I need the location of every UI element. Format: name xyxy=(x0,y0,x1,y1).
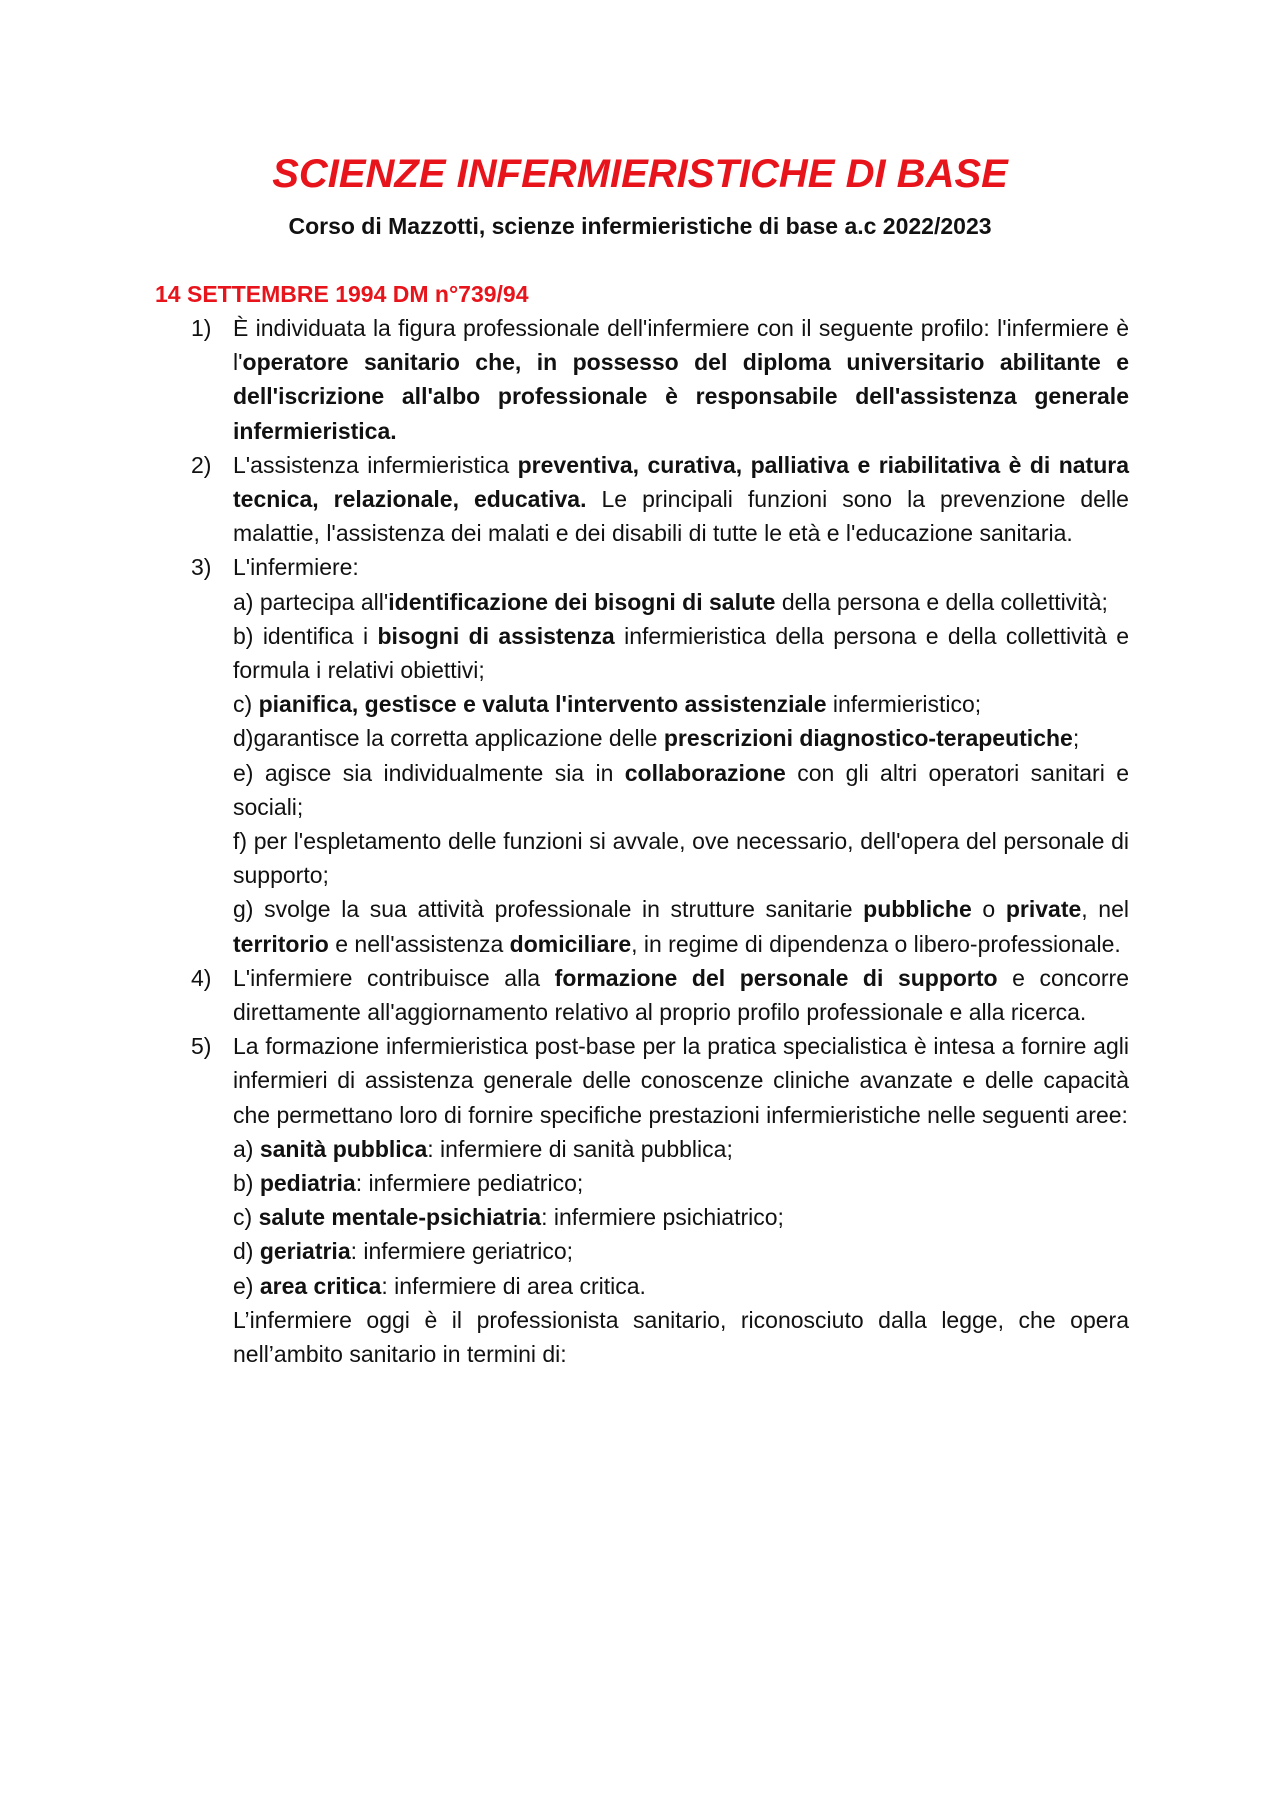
sub-g-text-5: , in regime di dipendenza o libero-professionale. xyxy=(631,930,1121,957)
item-4-bold-part: formazione del personale di supporto xyxy=(554,964,998,991)
sub-e-text-2: : infermiere di area critica. xyxy=(381,1272,646,1299)
item-4-text-part-2: e concorre direttamente all'aggiornamento relativo al proprio profilo professionale e alla ricerca. xyxy=(233,964,1130,1026)
item-5-sub-c xyxy=(233,1200,1129,1234)
sub-b-text: b) identifica i xyxy=(233,622,378,649)
sub-a-bold: identificazione dei bisogni di salute xyxy=(388,588,776,615)
sub-e-bold: area critica xyxy=(259,1272,382,1299)
item-number: 4) xyxy=(191,964,212,991)
item-5-closing: L’infermiere oggi è il professionista sanitario, riconosciuto dalla legge, che opera nell’ambito sanitario in termini di: xyxy=(233,1306,1129,1368)
item-3-sub-c xyxy=(233,687,1129,721)
sub-c-bold: pianifica, gestisce e valuta l'intervento assistenziale xyxy=(258,691,827,718)
sub-g-text-4: e nell'assistenza xyxy=(328,930,510,957)
item-number: 1) xyxy=(191,315,212,341)
sub-d-text: d)garantisce la corretta applicazione delle xyxy=(233,725,664,752)
item-3-sub-d xyxy=(233,721,1129,755)
item-number: 3) xyxy=(191,554,212,581)
item-1-text-part: È individuata la figura professionale dell'infermiere con il seguente profilo: l'infermiere è l' xyxy=(233,315,1129,376)
sub-b-text-2: : infermiere pediatrico; xyxy=(355,1170,584,1197)
sub-a-bold: sanità pubblica xyxy=(259,1135,428,1162)
item-5-sub-e xyxy=(233,1269,1129,1303)
list-item-1 xyxy=(191,311,1129,448)
item-5-sub-a xyxy=(233,1132,1129,1166)
item-1-bold-part: operatore sanitario che, in possesso del diploma universitario abilitante e dell'iscrizione all'albo professionale è responsabile dell'assistenza generale infermieristica. xyxy=(233,349,1129,444)
sub-b-bold: pediatria xyxy=(259,1170,356,1197)
sub-c-text: c) xyxy=(233,691,259,718)
item-2-text-part: L'assistenza infermieristica xyxy=(233,451,518,478)
sub-c-text: c) xyxy=(233,1204,259,1231)
sub-e-text-2: con gli altri operatori sanitari e sociali; xyxy=(233,759,1129,820)
item-4-text xyxy=(233,961,1129,1029)
sub-a-text: a) xyxy=(233,1135,260,1162)
sub-c-text-2: infermieristico; xyxy=(826,691,982,718)
item-3-intro: L'infermiere: xyxy=(233,554,359,581)
list-item-3 xyxy=(191,550,1130,960)
item-2-text xyxy=(233,448,1129,551)
sub-g-bold-3: territorio xyxy=(233,930,329,957)
sub-g-text: g) svolge la sua attività professionale in strutture sanitarie xyxy=(233,896,864,923)
item-4-text-part: L'infermiere contribuisce alla xyxy=(233,964,555,991)
item-5-sub-d xyxy=(233,1234,1129,1268)
item-number: 2) xyxy=(191,451,212,478)
sub-c-text-2: : infermiere psichiatrico; xyxy=(541,1204,784,1231)
sub-e-text: e) agisce sia individualmente sia in xyxy=(233,759,625,786)
sub-b-bold: bisogni di assistenza xyxy=(377,622,615,649)
item-3-sub-a xyxy=(233,585,1129,619)
sub-d-text-2: : infermiere geriatrico; xyxy=(350,1238,574,1265)
sub-g-bold-2: private xyxy=(1005,896,1082,923)
sub-a-text-2: della persona e della collettività; xyxy=(775,588,1108,615)
item-3-sub-b xyxy=(233,619,1129,687)
document-body xyxy=(0,311,1280,1371)
item-number: 5) xyxy=(191,1033,212,1060)
sub-d-text-2: ; xyxy=(1072,725,1080,752)
list-item-4 xyxy=(191,961,1130,1029)
item-3-sub-e xyxy=(233,756,1129,824)
list-item-2 xyxy=(191,448,1130,551)
item-1-text xyxy=(233,311,1129,448)
sub-a-text: a) partecipa all' xyxy=(233,588,389,615)
sub-b-text: b) xyxy=(233,1170,260,1197)
item-2-text-part-2: Le principali funzioni sono la prevenzione delle malattie, l'assistenza dei malati e dei disabili di tutte le età e l'educazione sanitaria. xyxy=(233,486,1129,547)
item-5-intro: La formazione infermieristica post-base per la pratica specialistica è intesa a fornire agli infermieri di assistenza generale delle conoscenze cliniche avanzate e delle capacità che permettano loro di fornire specifiche prestazioni infermieristiche nelle seguenti aree: xyxy=(233,1033,1129,1128)
sub-c-bold: salute mentale-psichiatria xyxy=(258,1204,542,1231)
sub-d-bold: prescrizioni diagnostico-terapeutiche xyxy=(663,725,1073,752)
item-3-sub-g xyxy=(233,892,1129,960)
section-heading: 14 SETTEMBRE 1994 DM n°739/94 xyxy=(155,281,529,307)
sub-a-text-2: : infermiere di sanità pubblica; xyxy=(427,1135,733,1162)
sub-d-bold: geriatria xyxy=(259,1238,351,1265)
item-2-bold-part: preventiva, curativa, palliativa e riabilitativa è di natura tecnica, relazionale, educativa. xyxy=(233,451,1130,513)
item-5-sub-b xyxy=(233,1166,1129,1200)
sub-b-text-2: infermieristica della persona e della collettività e formula i relativi obiettivi; xyxy=(233,622,1130,684)
sub-g-bold-1: pubbliche xyxy=(863,896,972,923)
sub-e-text: e) xyxy=(233,1272,260,1299)
sub-e-bold: collaborazione xyxy=(624,759,786,786)
sub-g-bold-4: domiciliare xyxy=(509,930,632,957)
sub-d-text: d) xyxy=(233,1238,260,1265)
sub-g-text-3: , nel xyxy=(1081,896,1130,923)
document-subtitle: Corso di Mazzotti, scienze infermieristiche di base a.c 2022/2023 xyxy=(288,213,992,239)
document-title: SCIENZE INFERMIERISTICHE DI BASE xyxy=(272,152,1008,196)
sub-g-text-2: o xyxy=(971,896,1006,923)
sub-f-text: f) per l'espletamento delle funzioni si avvale, ove necessario, dell'opera del personale di supporto; xyxy=(233,828,1129,889)
item-3-sub-f xyxy=(233,824,1129,892)
list-item-5 xyxy=(191,1029,1129,1371)
